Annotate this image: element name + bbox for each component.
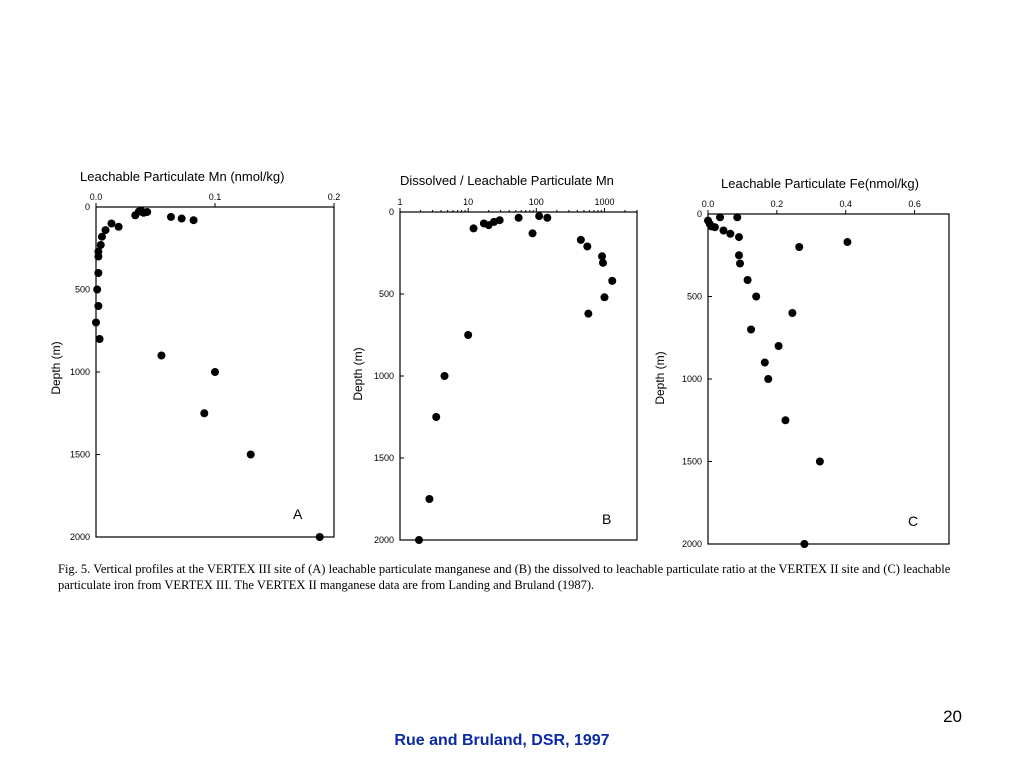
panel-c-x-tick-label: 0.2 — [770, 199, 784, 209]
panel-c-points — [704, 213, 851, 548]
panel-b-data-point — [608, 277, 616, 285]
panel-c-x-tick-label: 0.4 — [839, 199, 852, 209]
panel-b-data-point — [600, 293, 608, 301]
panel-b-data-point — [425, 495, 433, 503]
panel-b-data-point — [496, 216, 504, 224]
panel-a-data-point — [94, 302, 102, 310]
panel-c-data-point — [747, 326, 755, 334]
panel-b-y-tick-label: 500 — [378, 289, 394, 299]
panel-b-data-point — [529, 229, 537, 237]
panel-a-data-point — [93, 286, 101, 294]
panel-a-data-point — [107, 220, 115, 228]
panel-a-y-tick-label: 2000 — [69, 532, 90, 542]
panel-c-data-point — [744, 276, 752, 284]
panel-a-letter: A — [293, 506, 303, 522]
panel-c-x-ticks — [702, 199, 921, 214]
panel-a-title: Leachable Particulate Mn (nmol/kg) — [80, 169, 285, 184]
panel-a-data-point — [167, 213, 175, 221]
panel-b-data-point — [470, 224, 478, 232]
panel-a-x-ticks — [90, 192, 341, 207]
panel-c-y-tick-label: 2000 — [681, 539, 702, 549]
panel-a-y-tick-label: 1000 — [69, 367, 90, 377]
panel-a-y-tick-label: 500 — [74, 284, 90, 295]
panel-c-frame — [708, 214, 949, 544]
panel-a-data-point — [96, 335, 104, 343]
panel-a-x-tick-label: 0.0 — [89, 192, 103, 202]
panel-a-data-point — [98, 233, 106, 241]
panel-c-data-point — [775, 342, 783, 350]
panel-b-x-tick-label: 1000 — [594, 197, 615, 207]
panel-c-data-point — [735, 251, 743, 259]
panel-b-data-point — [464, 331, 472, 339]
panel-b-data-point — [535, 212, 543, 220]
panel-c-data-point — [816, 458, 824, 466]
figure-caption — [58, 561, 968, 593]
panel-b-y-tick-label: 1500 — [373, 453, 394, 463]
panel-c-data-point — [843, 238, 851, 246]
panel-b-y-tick-label: 2000 — [373, 535, 394, 545]
panel-b-data-point — [515, 214, 523, 222]
panel-c-data-point — [795, 243, 803, 251]
panel-a-data-point — [178, 215, 186, 223]
panel-a-data-point — [115, 223, 123, 231]
panel-a-x-tick-label: 0.1 — [208, 192, 222, 202]
panel-a-y-tick-label: 1500 — [69, 449, 90, 460]
panel-c-data-point — [736, 260, 744, 268]
panel-c-data-point — [764, 375, 772, 383]
panel-b-y-tick-label: 1000 — [373, 371, 394, 381]
panel-a — [49, 169, 340, 542]
panel-c-y-tick-label: 0 — [696, 209, 702, 219]
panel-b-data-point — [432, 413, 440, 421]
panel-b-points — [415, 212, 616, 544]
panel-b-data-point — [584, 310, 592, 318]
panel-a-y-tick-label: 0 — [84, 202, 90, 212]
panel-a-data-point — [157, 352, 165, 360]
panel-b — [351, 173, 637, 545]
panel-b-data-point — [583, 242, 591, 250]
citation: Rue and Bruland, DSR, 1997 — [394, 732, 610, 749]
panel-c-data-point — [719, 227, 727, 235]
panel-a-y-axis-label: Depth (m) — [49, 341, 63, 395]
panel-a-x-tick-label: 0.2 — [327, 192, 341, 202]
panel-b-x-tick-label: 10 — [463, 197, 474, 207]
panel-c-title: Leachable Particulate Fe(nmol/kg) — [721, 176, 919, 191]
panel-c-data-point — [800, 540, 808, 548]
panel-c-data-point — [726, 230, 734, 238]
panel-a-data-point — [94, 253, 102, 261]
panel-a-data-point — [316, 533, 324, 541]
panel-a-data-point — [190, 216, 198, 224]
panel-c-y-tick-label: 1000 — [681, 374, 702, 384]
panel-c-data-point — [761, 359, 769, 367]
panel-c-x-tick-label: 0.0 — [701, 199, 715, 209]
page-number: 20 — [943, 707, 962, 726]
panel-a-data-point — [211, 368, 219, 376]
panel-c-data-point — [781, 416, 789, 424]
panel-b-data-point — [577, 236, 585, 244]
panel-a-data-point — [94, 269, 102, 277]
panel-a-data-point — [200, 409, 208, 417]
panel-b-y-tick-label: 0 — [388, 207, 394, 217]
panel-b-y-axis-label: Depth (m) — [351, 347, 365, 401]
panel-c-x-tick-label: 0.6 — [908, 199, 921, 209]
panel-c-data-point — [788, 309, 796, 317]
panel-b-data-point — [599, 259, 607, 267]
panel-c-data-point — [711, 223, 719, 231]
panel-b-data-point — [441, 372, 449, 380]
panel-b-title: Dissolved / Leachable Particulate Mn — [400, 173, 614, 188]
panel-c-data-point — [733, 213, 741, 221]
panel-c-y-axis-label: Depth (m) — [653, 351, 667, 405]
panel-a-points — [92, 207, 324, 541]
panel-c-data-point — [716, 213, 724, 221]
panel-b-x-tick-label: 100 — [528, 197, 544, 207]
panel-c — [653, 176, 949, 549]
panel-c-data-point — [735, 233, 743, 241]
panel-b-data-point — [415, 536, 423, 544]
panel-c-y-tick-label: 500 — [686, 291, 702, 302]
panel-a-data-point — [247, 451, 255, 459]
figure-caption-text: Fig. 5. Vertical profiles at the VERTEX III site of (A) leachable particulate manganese and (B) the dissolved to leachable particulate ratio at the VERTEX II site and (C) leachable particulate iron from VERTEX III. The VERTEX II manganese data are from Landing and Bruland (1987). — [58, 562, 951, 592]
panel-a-data-point — [92, 319, 100, 327]
panel-c-data-point — [752, 293, 760, 301]
panel-c-y-tick-label: 1500 — [681, 456, 702, 467]
panel-a-data-point — [143, 208, 151, 216]
panel-b-data-point — [543, 214, 551, 222]
panel-b-x-ticks — [397, 197, 637, 212]
panel-c-letter: C — [908, 513, 919, 529]
panel-b-x-tick-label: 1 — [397, 197, 403, 207]
panel-b-letter: B — [602, 511, 612, 527]
